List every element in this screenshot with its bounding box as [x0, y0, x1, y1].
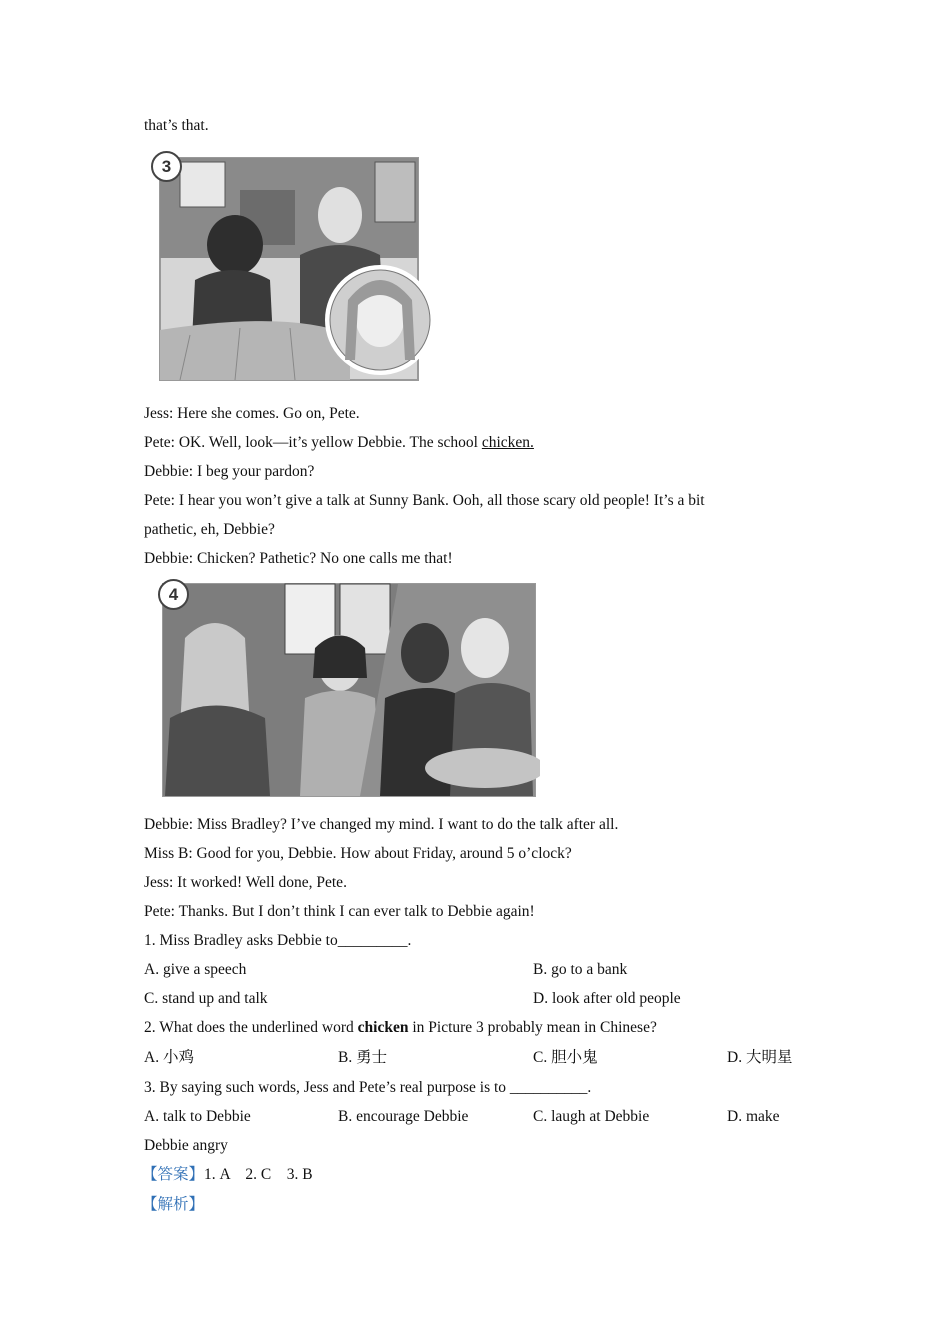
dialogue-line: Miss B: Good for you, Debbie. How about Friday, around 5 o’clock? [144, 845, 572, 862]
answer-line [142, 1165, 313, 1185]
dialogue-line: Jess: It worked! Well done, Pete. [144, 874, 347, 891]
answer-text: 1. A 2. C 3. B [204, 1166, 313, 1183]
picture-3 [150, 150, 440, 392]
q2-stem-text: in Picture 3 probably mean in Chinese? [408, 1019, 657, 1036]
q2-option-b: B. 勇士 [338, 1049, 388, 1066]
q2-option-c: C. 胆小鬼 [533, 1049, 598, 1066]
underlined-word: chicken. [481, 434, 534, 451]
q3-option-d: D. make [727, 1108, 780, 1125]
q3-option-a: A. talk to Debbie [144, 1108, 251, 1125]
picture-4-number-badge: 4 [158, 579, 189, 610]
q1-option-d: D. look after old people [533, 990, 681, 1007]
q1-option-c: C. stand up and talk [144, 990, 268, 1007]
q3-option-d-continued: Debbie angry [144, 1137, 228, 1154]
dialogue-text: Pete: OK. Well, look—it’s yellow Debbie. The school [144, 434, 482, 451]
picture-4 [155, 578, 540, 800]
analysis-label: 【解析】 [142, 1196, 205, 1213]
q3-option-c: C. laugh at Debbie [533, 1108, 650, 1125]
dialogue-line: Pete: Thanks. But I don’t think I can ever talk to Debbie again! [144, 903, 535, 920]
question-1-stem: 1. Miss Bradley asks Debbie to_________. [144, 932, 412, 949]
q2-bold-word: chicken [357, 1019, 409, 1036]
q2-option-a: A. 小鸡 [144, 1049, 194, 1066]
dialogue-line: Debbie: Miss Bradley? I’ve changed my mind. I want to do the talk after all. [144, 816, 619, 833]
q2-option-d: D. 大明星 [727, 1049, 793, 1066]
dialogue-line: pathetic, eh, Debbie? [144, 521, 275, 538]
picture-4-photo [155, 578, 540, 800]
dialogue-line: Debbie: Chicken? Pathetic? No one calls me that! [144, 550, 453, 567]
dialogue-line [144, 433, 534, 453]
q1-option-a: A. give a speech [144, 961, 247, 978]
q3-option-b: B. encourage Debbie [338, 1108, 469, 1125]
text-line: that’s that. [144, 117, 209, 134]
picture-3-number-badge: 3 [151, 151, 182, 182]
dialogue-line: Debbie: I beg your pardon? [144, 463, 315, 480]
q2-stem-text: 2. What does the underlined word [144, 1019, 358, 1036]
q1-option-b: B. go to a bank [533, 961, 628, 978]
dialogue-line: Jess: Here she comes. Go on, Pete. [144, 405, 360, 422]
dialogue-line: Pete: I hear you won’t give a talk at Sunny Bank. Ooh, all those scary old people! It’s a bit [144, 492, 705, 509]
question-3-stem: 3. By saying such words, Jess and Pete’s real purpose is to __________. [144, 1079, 592, 1096]
answer-label: 【答案】 [142, 1166, 205, 1183]
picture-3-photo [150, 150, 440, 392]
question-2-stem [144, 1018, 657, 1038]
